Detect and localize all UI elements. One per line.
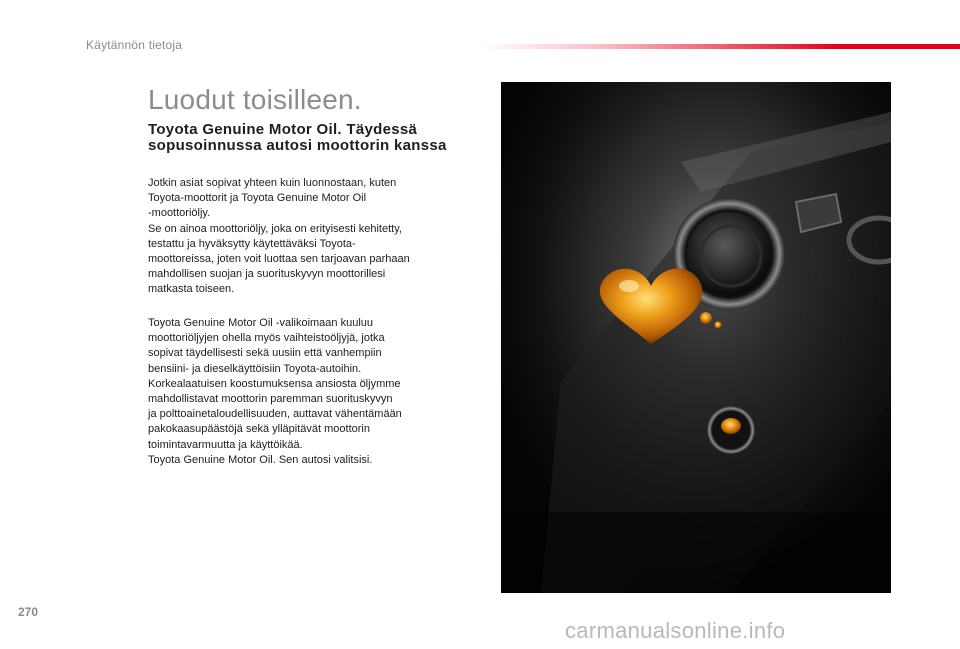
text-line: -moottoriöljy. (148, 207, 211, 220)
dipstick-oil-icon (721, 418, 741, 434)
text-line: Jotkin asiat sopivat yhteen kuin luonnostaan, kuten (148, 177, 397, 189)
text-line: matkasta toiseen. (148, 283, 235, 296)
section-header: Käytännön tietoja (86, 38, 183, 52)
page-number: 270 (18, 605, 39, 619)
text-line: bensiini- ja dieselkäyttöisiin Toyota-autoihin. (148, 362, 362, 375)
text-line: Se on ainoa moottoriöljy, joka on erityisesti kehitetty, (148, 222, 402, 235)
text-line: moottoriöljyjen ohella myös vaihteistoöljyjä, jotka (148, 332, 385, 345)
text-line: Toyota-moottorit ja Toyota Genuine Motor Oil (148, 192, 367, 205)
header-accent-rule (480, 44, 960, 49)
body-paragraph-1 (148, 176, 448, 298)
oil-heart-highlight (619, 280, 639, 292)
text-line: toimintavarmuutta ja käyttöikää. (148, 438, 303, 451)
body-paragraph-2 (148, 316, 448, 468)
oil-droplet-icon (715, 322, 722, 329)
watermark: carmanualsonline.info (565, 618, 786, 643)
engine-oil-photo (501, 82, 891, 593)
page-headline: Luodut toisilleen. (148, 84, 362, 115)
text-line: ja polttoainetaloudellisuuden, auttavat vähentämään (148, 408, 402, 421)
text-line: Korkealaatuisen koostumuksensa ansiosta öljymme (148, 377, 401, 390)
text-line: Toyota Genuine Motor Oil. Sen autosi valitsisi. (148, 453, 373, 466)
oil-droplet-icon (700, 312, 712, 324)
text-line: testattu ja hyväksytty käytettäväksi Toyota- (148, 237, 356, 250)
text-line: mahdollistavat moottorin paremman suorituskyvyn (148, 393, 393, 406)
text-line: pakokaasupäästöjä sekä ylläpitävät moottorin (148, 423, 370, 436)
text-line: mahdollisen suojan ja suorituskyvyn moottorillesi (148, 268, 386, 281)
text-line: sopivat täydellisesti sekä uusiin että vanhempiin (148, 347, 382, 360)
text-line: Toyota Genuine Motor Oil -valikoimaan kuuluu (148, 317, 374, 329)
text-line: moottoreissa, joten voit luottaa sen tarjoavan parhaan (148, 253, 410, 266)
page-subheading: Toyota Genuine Motor Oil. Täydessä sopusoinnussa autosi moottorin kanssa (148, 121, 447, 154)
